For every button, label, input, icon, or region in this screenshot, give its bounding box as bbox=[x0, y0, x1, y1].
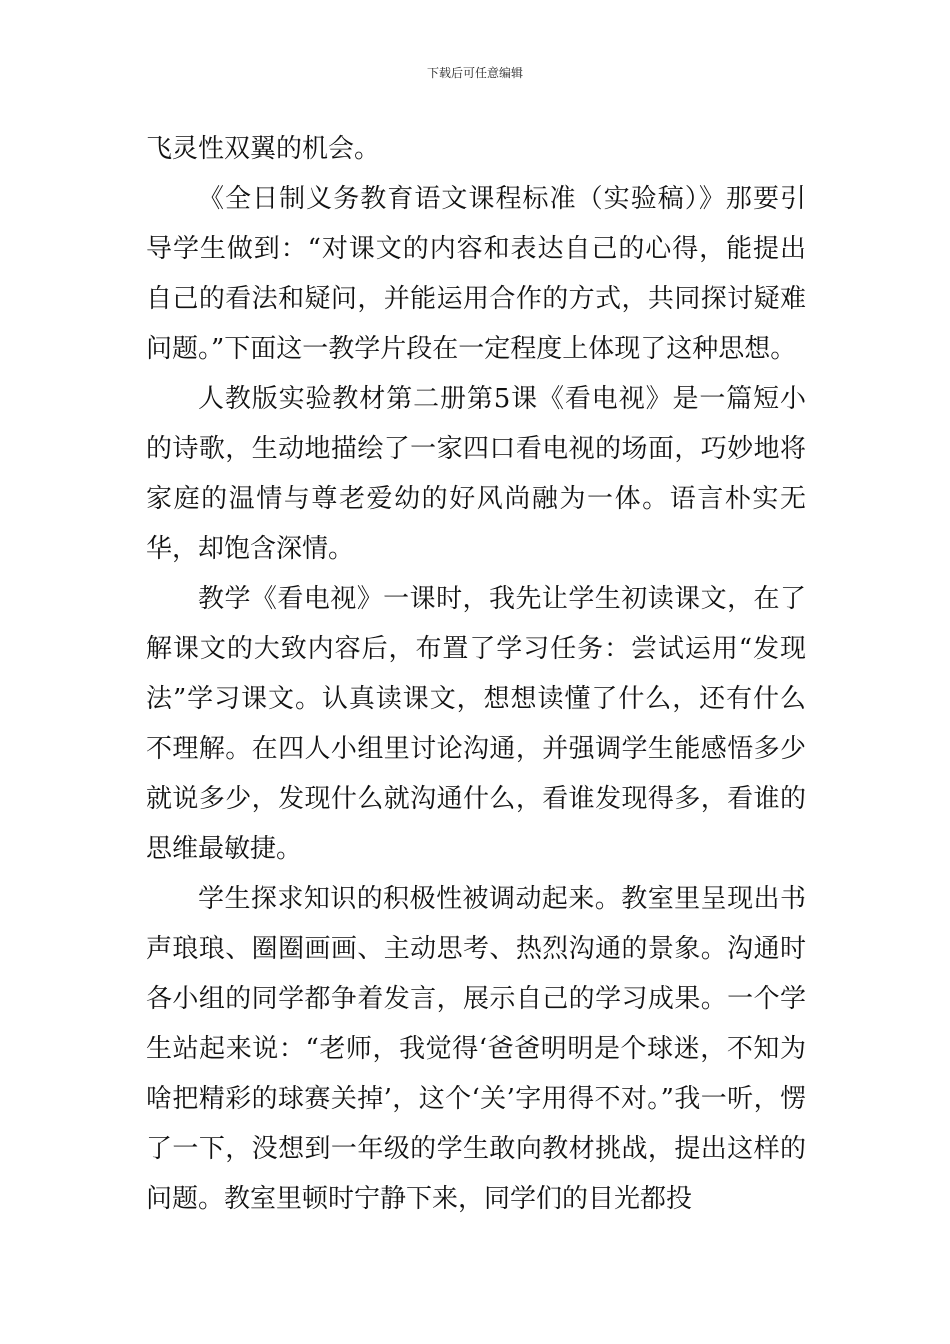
paragraph-continuation: 飞灵性双翼的机会。 bbox=[146, 134, 381, 164]
paragraph-curriculum-standard: 《全日制义务教育语文课程标准（实验稿）》那要引导学生做到：“对课文的内容和表达自己的心得，能提出自己的看法和疑问，并能运用合作的方式，共同探讨疑难问题。”下面这一教学片段在一定程度上体现了这种思想。 bbox=[146, 184, 806, 364]
paragraph-lesson-intro: 人教版实验教材第二册第5课《看电视》是一篇短小的诗歌，生动地描绘了一家四口看电视的场面，巧妙地将家庭的温情与尊老爱幼的好风尚融为一体。语言朴实无华，却饱含深情。 bbox=[146, 384, 806, 564]
paragraph-student-discussion: 学生探求知识的积极性被调动起来。教室里呈现出书声琅琅、圈圈画画、主动思考、热烈沟通的景象。沟通时各小组的同学都争着发言，展示自己的学习成果。一个学生站起来说：“老师，我觉得‘爸爸明明是个球迷，不知为啥把精彩的球赛关掉’，这个‘关’字用得不对。”我一听，愣了一下，没想到一年级的学生敢向教材挑战，提出这样的问题。教室里顿时宁静下来，同学们的目光都投 bbox=[146, 884, 806, 1214]
document-body bbox=[146, 124, 806, 1224]
page-header: 下载后可任意编辑 bbox=[426, 66, 523, 80]
paragraph-teaching-process: 教学《看电视》一课时，我先让学生初读课文，在了解课文的大致内容后，布置了学习任务：尝试运用“发现法”学习课文。认真读课文，想想读懂了什么，还有什么不理解。在四人小组里讨论沟通，并强调学生能感悟多少就说多少，发现什么就沟通什么，看谁发现得多，看谁的思维最敏捷。 bbox=[146, 584, 806, 864]
